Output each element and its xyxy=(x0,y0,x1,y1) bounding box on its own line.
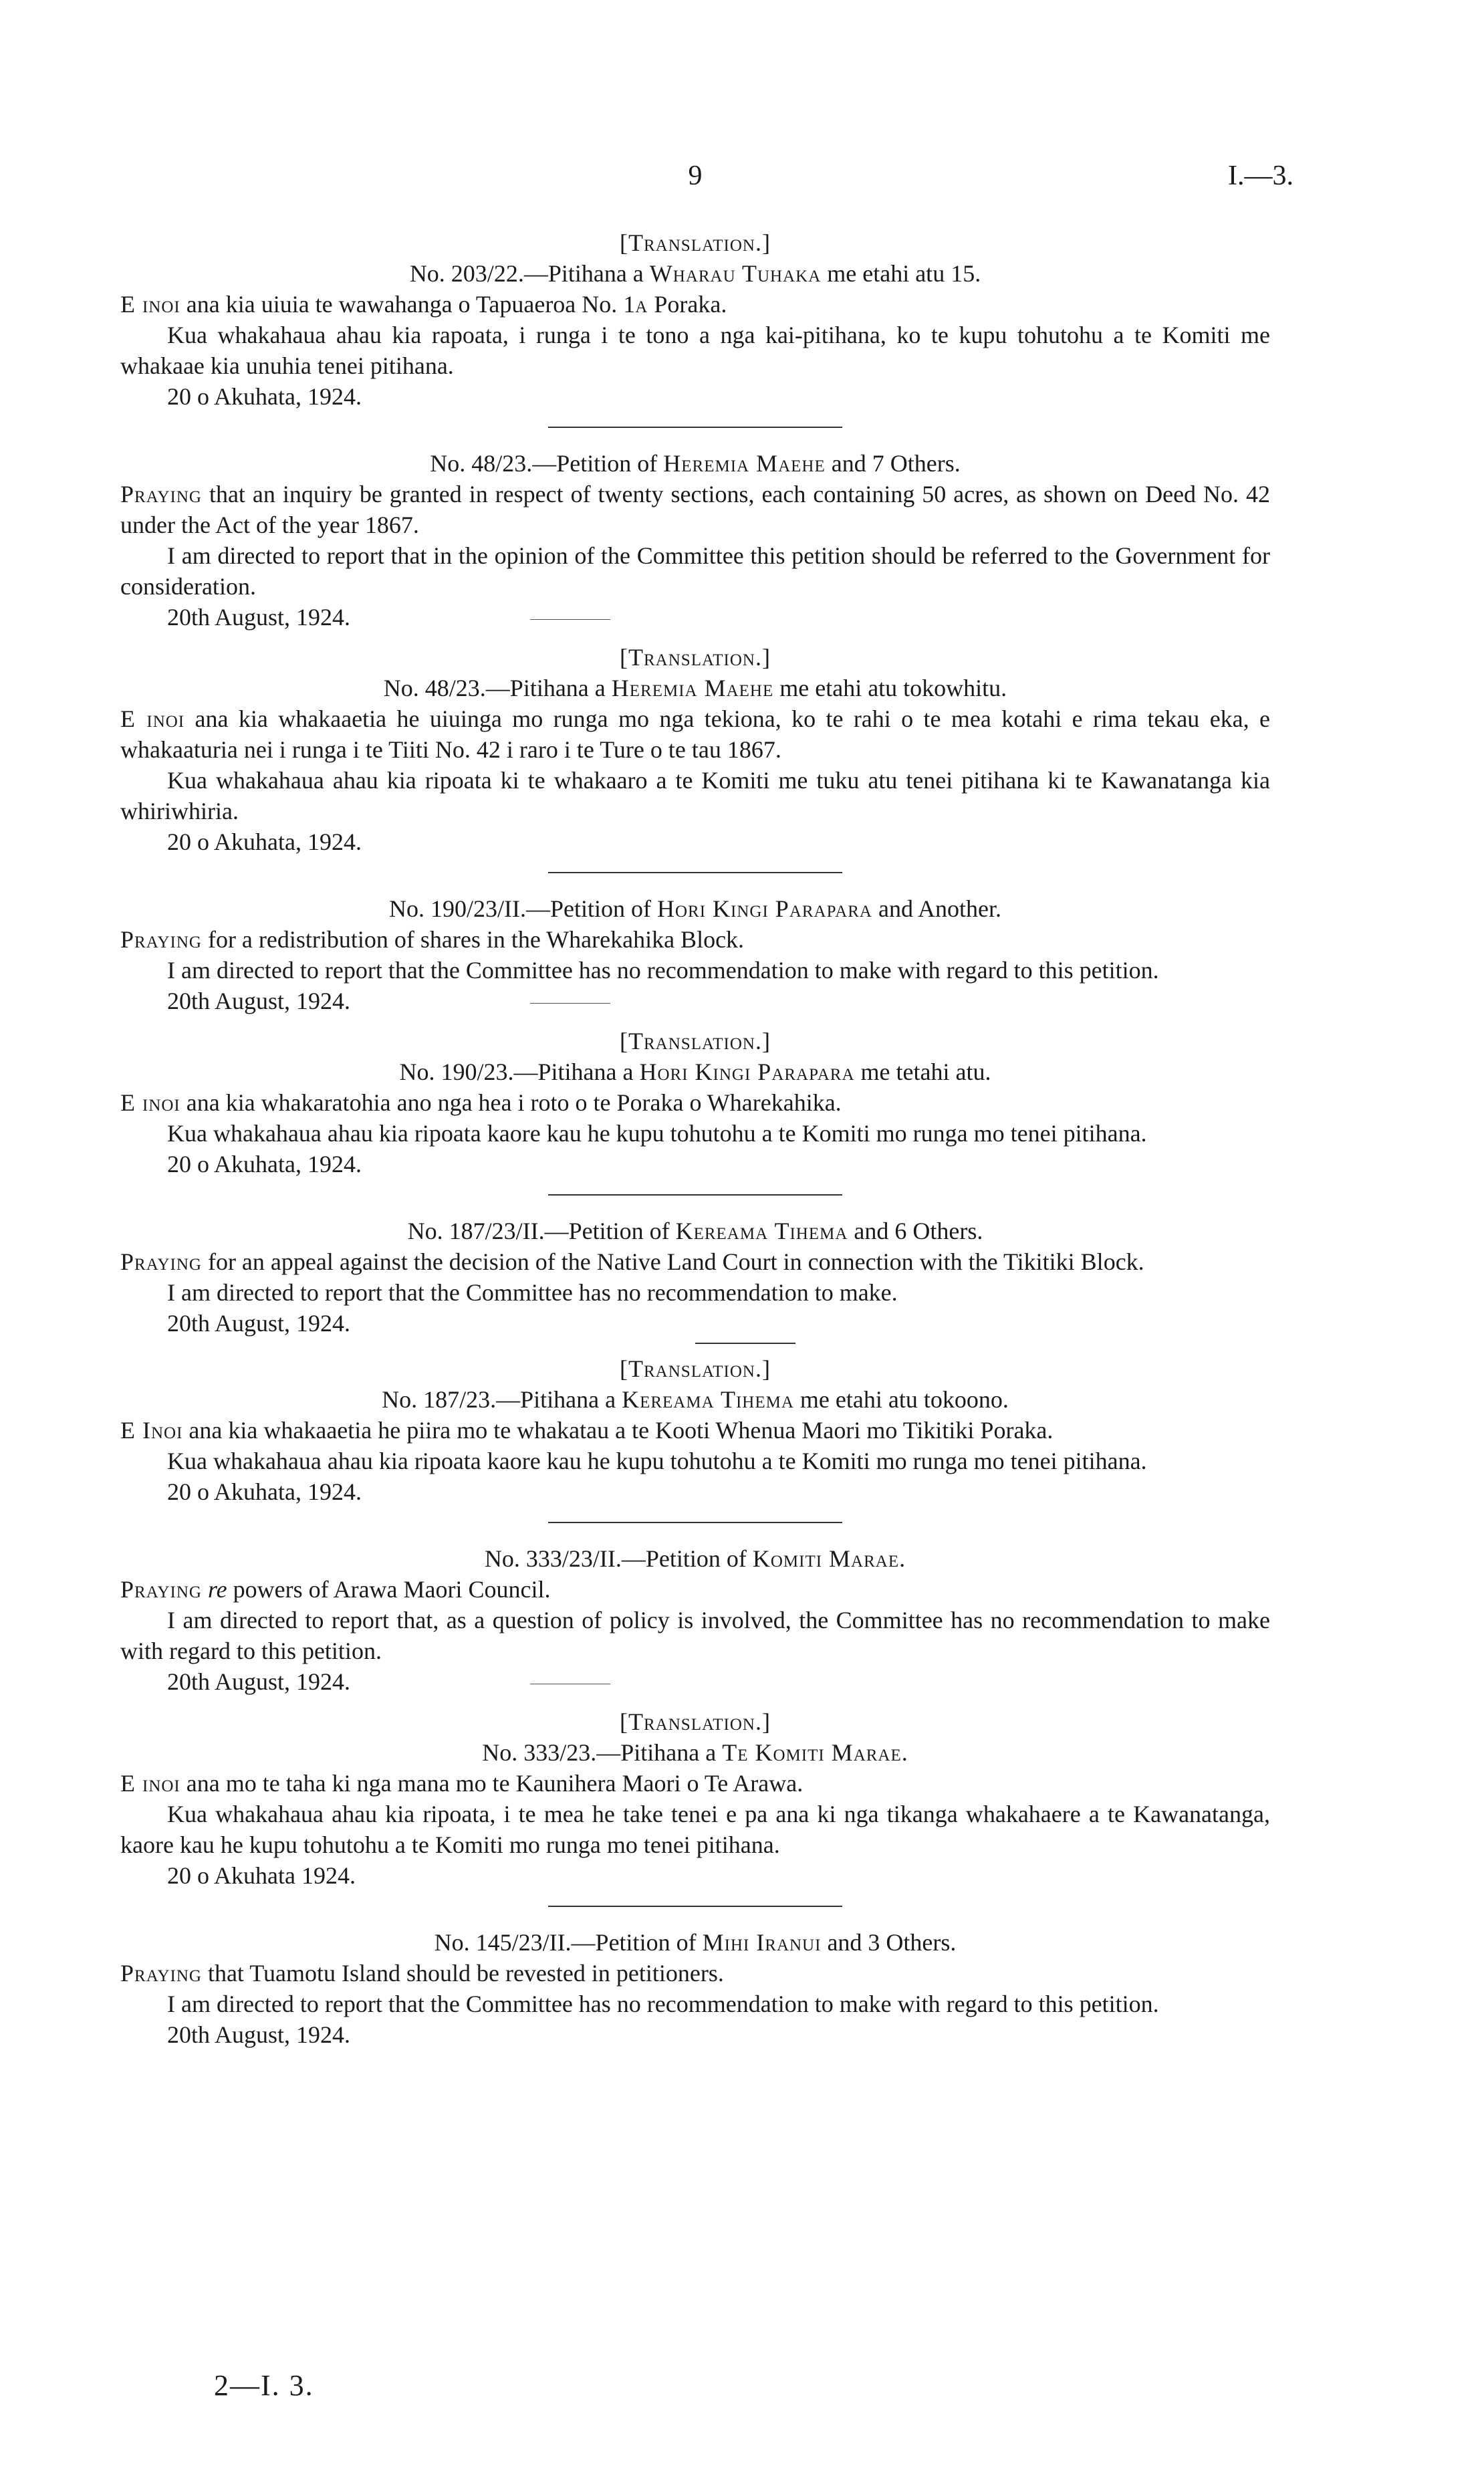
title-prefix: No. 187/23.—Pitihana a xyxy=(382,1386,616,1413)
petition-187-23 xyxy=(120,1216,1270,1344)
prayer-text: that an inquiry be granted in respect of twenty sections, each containing 50 acres, as shown on Deed No. 42 under the Act of the year 1867. xyxy=(120,481,1271,538)
prayer-text: powers of Arawa Maori Council. xyxy=(233,1576,551,1603)
prayer-paragraph xyxy=(120,1768,1270,1799)
title-prefix: No. 190/23.—Pitihana a xyxy=(399,1058,634,1085)
petitioner-name: Heremia Maehe xyxy=(611,675,774,701)
page-code: I.—3. xyxy=(1228,160,1293,191)
report-paragraph: Kua whakahaua ahau kia ripoata kaore kau he kupu tohutohu a te Komiti mo runga mo tenei pitihana. xyxy=(167,1448,1147,1474)
report-date: 20 o Akuhata, 1924. xyxy=(167,828,362,855)
section-divider xyxy=(548,1906,842,1907)
petition-title xyxy=(120,1927,1270,1958)
short-divider-wrap xyxy=(530,986,610,1016)
report-paragraph: I am directed to report that in the opinion of the Committee this petition should be referred to the Government for consideration. xyxy=(120,542,1270,600)
petition-title xyxy=(120,1543,1270,1574)
document-body xyxy=(120,227,1270,2050)
report-paragraph: I am directed to report that, as a question of policy is involved, the Committee has no recommendation to make with regard to this petition. xyxy=(120,1607,1270,1664)
section-divider xyxy=(548,1194,842,1196)
prayer-paragraph xyxy=(120,1246,1270,1277)
section-divider xyxy=(548,427,842,428)
translation-label: [Translation.] xyxy=(620,1355,771,1382)
petition-333-23 xyxy=(120,1543,1270,1697)
prayer-text: ana kia whakaaetia he piira mo te whakatau a te Kooti Whenua Maori mo Tikitiki Poraka. xyxy=(189,1417,1054,1444)
report-date: 20 o Akuhata, 1924. xyxy=(167,1151,362,1177)
petitioner-name: Hori Kingi Parapara xyxy=(639,1058,855,1085)
short-divider-wrap xyxy=(530,1666,610,1697)
title-prefix: No. 48/23.—Pitihana a xyxy=(383,675,606,701)
report-date xyxy=(120,1666,1270,1697)
petition-48-23 xyxy=(120,448,1270,633)
prayer-lead: Praying xyxy=(120,1576,202,1603)
prayer-text: ana mo te taha ki nga mana mo te Kaunihera Maori o Te Arawa. xyxy=(186,1770,803,1797)
prayer-text: ana kia whakaaetia he uiuinga mo runga mo nga tekiona, ko te rahi o te mea kotahi e rima tekau eka, e whakaaturia nei i runga i te Tiiti No. 42 i raro i te Ture o te tau 1867. xyxy=(120,705,1271,763)
prayer-italic: re xyxy=(207,1576,227,1603)
prayer-text: that Tuamotu Island should be revested in petitioners. xyxy=(207,1960,724,1987)
title-suffix: and 6 Others. xyxy=(854,1218,983,1244)
prayer-paragraph xyxy=(120,703,1270,765)
report-paragraph: I am directed to report that the Committee has no recommendation to make with regard to this petition. xyxy=(167,1991,1159,2017)
prayer-lead: Praying xyxy=(120,926,202,953)
petition-title xyxy=(120,258,1270,289)
petition-translation-333-23 xyxy=(120,1706,1270,1891)
prayer-paragraph xyxy=(120,1958,1270,1989)
title-prefix: No. 203/22.—Pitihana a xyxy=(409,260,644,287)
prayer-lead: E inoi xyxy=(120,1089,180,1116)
report-date-text: 20th August, 1924. xyxy=(167,604,351,631)
petition-145-23 xyxy=(120,1927,1270,2050)
title-suffix: and Another. xyxy=(878,895,1001,922)
report-date-text: 20th August, 1924. xyxy=(167,1310,351,1337)
title-prefix: No. 333/23.—Pitihana a xyxy=(482,1739,717,1766)
title-prefix: No. 190/23/II.—Petition of xyxy=(389,895,651,922)
report-date: 20th August, 1924. xyxy=(167,2021,351,2048)
prayer-paragraph xyxy=(120,924,1270,955)
petitioner-name: Heremia Maehe xyxy=(663,450,826,477)
section-divider xyxy=(548,1522,842,1523)
prayer-lead: Praying xyxy=(120,1960,202,1987)
report-date xyxy=(120,1308,1270,1339)
prayer-paragraph xyxy=(120,1415,1270,1446)
title-prefix: No. 333/23/II.—Petition of xyxy=(484,1545,747,1572)
petition-190-23 xyxy=(120,893,1270,1016)
prayer-lead: Praying xyxy=(120,481,202,508)
prayer-paragraph xyxy=(120,1574,1270,1605)
prayer-lead: E inoi xyxy=(120,705,185,732)
translation-label: [Translation.] xyxy=(620,229,771,256)
petition-title xyxy=(120,673,1270,703)
prayer-lead: E Inoi xyxy=(120,1417,183,1444)
prayer-paragraph xyxy=(120,289,1270,320)
title-suffix: me etahi atu tokoono. xyxy=(799,1386,1009,1413)
page-signature: 2—I. 3. xyxy=(214,2369,314,2402)
title-suffix: me tetahi atu. xyxy=(860,1058,991,1085)
report-date-text: 20th August, 1924. xyxy=(167,1668,351,1695)
petition-title xyxy=(120,1056,1270,1087)
prayer-lead: E inoi xyxy=(120,1770,180,1797)
translation-label: [Translation.] xyxy=(620,1028,771,1054)
report-date: 20 o Akuhata, 1924. xyxy=(167,383,362,410)
translation-label: [Translation.] xyxy=(620,1708,771,1735)
petitioner-name: Te Komiti Marae. xyxy=(722,1739,908,1766)
report-date xyxy=(120,986,1270,1016)
prayer-text: ana kia whakaratohia ano nga hea i roto o te Poraka o Wharekahika. xyxy=(186,1089,842,1116)
petitioner-name: Mihi Iranui xyxy=(702,1929,822,1956)
report-paragraph: Kua whakahaua ahau kia ripoata kaore kau he kupu tohutohu a te Komiti mo runga mo tenei pitihana. xyxy=(167,1120,1147,1147)
petition-title xyxy=(120,893,1270,924)
prayer-lead: Praying xyxy=(120,1248,202,1275)
prayer-text: ana kia uiuia te wawahanga o Tapuaeroa No. 1 xyxy=(186,291,636,318)
report-paragraph: Kua whakahaua ahau kia rapoata, i runga i te tono a nga kai-pitihana, ko te kupu tohutohu a te Komiti me whakaae kia unuhia tenei pitihana. xyxy=(120,322,1270,379)
prayer-paragraph xyxy=(120,1087,1270,1118)
report-date xyxy=(120,602,1270,633)
report-date: 20 o Akuhata 1924. xyxy=(167,1862,356,1889)
short-divider-wrap xyxy=(530,602,610,633)
prayer-text: for an appeal against the decision of the Native Land Court in connection with the Tikitiki Block. xyxy=(207,1248,1144,1275)
petition-title xyxy=(120,1384,1270,1415)
petition-title xyxy=(120,1216,1270,1246)
report-paragraph: I am directed to report that the Committee has no recommendation to make with regard to this petition. xyxy=(167,957,1159,984)
prayer-paragraph xyxy=(120,479,1270,540)
report-paragraph: Kua whakahaua ahau kia ripoata ki te whakaaro a te Komiti me tuku atu tenei pitihana ki te Kawanatanga kia whiriwhiria. xyxy=(120,767,1270,824)
section-divider xyxy=(548,872,842,873)
title-suffix: and 3 Others. xyxy=(827,1929,957,1956)
petition-translation-48-23 xyxy=(120,642,1270,857)
petitioner-name: Hori Kingi Parapara xyxy=(656,895,872,922)
petitioner-name: Kereama Tihema xyxy=(675,1218,848,1244)
title-suffix: me etahi atu 15. xyxy=(827,260,981,287)
prayer-text: for a redistribution of shares in the Wharekahika Block. xyxy=(207,926,745,953)
report-paragraph: I am directed to report that the Committee has no recommendation to make. xyxy=(167,1279,898,1306)
petition-translation-203-22 xyxy=(120,227,1270,412)
translation-label: [Translation.] xyxy=(620,644,771,671)
petitioner-name: Komiti Marae. xyxy=(752,1545,906,1572)
prayer-block-letter: a xyxy=(635,291,648,318)
report-date: 20 o Akuhata, 1924. xyxy=(167,1478,362,1505)
petition-title xyxy=(120,448,1270,479)
prayer-text-end: Poraka. xyxy=(654,291,727,318)
short-divider xyxy=(530,1003,610,1004)
petition-title xyxy=(120,1737,1270,1768)
page-number: 9 xyxy=(688,160,703,191)
prayer-lead: E inoi xyxy=(120,291,180,318)
report-paragraph: Kua whakahaua ahau kia ripoata, i te mea he take tenei e pa ana ki nga tikanga whakahaere a te Kawanatanga, kaore kau he kupu tohutohu a te Komiti mo runga mo tenei pitihana. xyxy=(120,1801,1270,1858)
petitioner-name: Kereama Tihema xyxy=(622,1386,794,1413)
petition-translation-190-23 xyxy=(120,1026,1270,1179)
petitioner-name: Wharau Tuhaka xyxy=(649,260,822,287)
petition-translation-187-23 xyxy=(120,1353,1270,1507)
short-divider xyxy=(530,619,610,620)
title-prefix: No. 145/23/II.—Petition of xyxy=(434,1929,697,1956)
title-prefix: No. 48/23.—Petition of xyxy=(430,450,658,477)
title-prefix: No. 187/23/II.—Petition of xyxy=(407,1218,670,1244)
title-suffix: me etahi atu tokowhitu. xyxy=(779,675,1007,701)
title-suffix: and 7 Others. xyxy=(831,450,961,477)
report-date-text: 20th August, 1924. xyxy=(167,988,351,1014)
